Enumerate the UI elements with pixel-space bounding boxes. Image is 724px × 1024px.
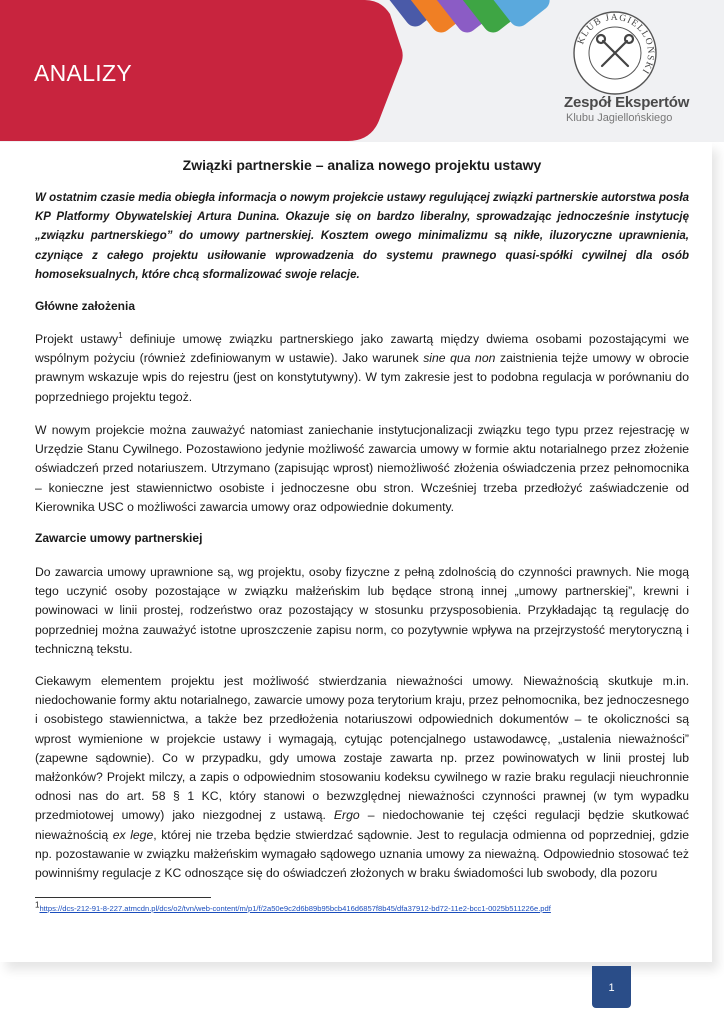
paragraph-3: Do zawarcia umowy uprawnione są, wg projektu, osoby fizyczne z pełną zdolnością do czynności prawnych. Nie mogą tego uczynić osoby pozostające w związku małżeńskim lub będące stroną innej „umowy partnerskiej”, krewni i powinowaci w linii prostej, rodzeństwo oraz pozostający w stosunku przysposobienia. Przykładając tą regulację do poprzedniej można zauważyć istotne uproszczenie zapisu norm, co pozytywnie wpływa na przejrzystość merytoryczną i techniczną tekstu. (35, 565, 689, 656)
footnote-separator (35, 897, 211, 898)
logo-subtitle: Klubu Jagiellońskiego (566, 112, 673, 124)
footnote-link[interactable]: https://dcs-212-91-8-227.atmcdn.pl/dcs/o2/tvn/web-content/m/p1/f/2a50e9c2d6b89b95bcb416d6857f8b45/dfa37912-bd72-11e2-bcc1-0025b511226e.pdf (39, 904, 551, 913)
section-heading-main-assumptions: Główne założenia (35, 299, 136, 313)
lead-paragraph: W ostatnim czasie media obiegła informacja o nowym projekcie ustawy regulującej związki partnerskie autorstwa posła KP Platformy Obywatelskiej Artura Dunina. Okazuje się on bardzo liberalny, sprowadzając jednocześnie instytucję „związku partnerskiego” do umowy partnerskiej. Kosztem owego minimalizmu są nikłe, iluzoryczne uprawnienia, czyniące z całego projektu usiłowanie wprowadzenia do systemu prawnego quasi-spółki cywilnej dla osób homoseksualnych, które chcą sformalizować swoje relacje. (35, 192, 689, 281)
footnote: $^1$https://dcs-212-91-8-227.atmcdn.pl/dcs/o2/tvn/web-content/m/p1/f/2a50e9c2d6b89b95bcb416d6857f8b45/dfa37912-bd72-11e2-bcc1-0025b511226e.pdf (35, 900, 551, 913)
paragraph-1: Projekt ustawy$^1$ definiuje umowę związku partnerskiego jako zawartą między dwiema osobami pozostającymi we wspólnym pożyciu (również zdefiniowanym w ustawie). Jako warunek sine qua non zaistnienia tejże umowy w obrocie prawnym wskazuje wpis do rejestru (jest on konstytutywny). W tym zakresie jest to podobna regulacja w porównaniu do poprzedniego projektu tegoż. (35, 330, 689, 404)
color-stripes (376, 0, 553, 37)
document-title: Związki partnerskie – analiza nowego projektu ustawy (182, 157, 542, 173)
paragraph-4: Ciekawym elementem projektu jest możliwość stwierdzania nieważności umowy. Nieważnością skutkuje m.in. niedochowanie formy aktu notarialnego, zawarcie umowy poza terytorium kraju, przez pełnomocnika, bez jednoczesnego i osobistego stawiennictwa, a także bez przedłożenia notariuszowi odpowiednich dokumentów – te okoliczności są wprost wymienione w projekcie ustawy i wymagają, cytując potencjalnego ustawodawcę, „ustalenia nieważności” (zapewne sądownie). Co w przypadku, gdy umowa zostaje zawarta np. przez powinowatych w linii prostej lub małżonków? Projekt milczy, a zapis o odpowiednim stosowaniu kodeksu cywilnego w razie braku regulacji nieuchronnie odnosi nas do art. 58 § 1 KC, który stanowi o bezwzględnej nieważności czynności prawnej (w tym wypadku przedmiotowej umowy) jako niezgodnej z ustawą. Ergo – niedochowanie tej części regulacji będzie skutkować nieważnością ex lege, której nie trzeba będzie stwierdzać sądownie. Jest to regulacja odmienna od poprzedniej, gdzie np. pozostawanie w związku małżeńskim wymagało sądowego uznania umowy za nieważną. Odpowiednio stosować też powinniśmy regulacje z KC odnoszące się do oświadczeń złożonych w braku świadomości lub swobody, dla pozoru (35, 674, 689, 881)
page-number: 1 (592, 966, 631, 1008)
footnote-ref[interactable]: 1 (118, 330, 123, 340)
svg-text:KLUB JAGIELLOŃSKI: KLUB JAGIELLOŃSKI (576, 12, 656, 76)
paragraph-2: W nowym projekcie można zauważyć natomiast zaniechanie instytucjonalizacji związku tego typu przez rejestrację w Urzędzie Stanu Cywilnego. Pozostawiono jedynie możliwość zawarcia umowy w formie aktu notarialnego przez złożenie oświadczeń przed notariuszem. Utrzymano (zapisując wprost) niemożliwość złożenia oświadczenia przez pełnomocnika – konieczne jest stawiennictwo osobiste i jednoczesne obu stron. Wcześniej trzeba przedłożyć zaświadczenie od Kierownika USC o możliwości zawarcia umowy oraz odpowiednie dokumenty. (35, 423, 689, 514)
section-label: ANALIZY (34, 60, 132, 86)
klub-jagiellonski-logo (572, 10, 658, 96)
logo-title: Zespół Ekspertów (564, 94, 690, 111)
section-heading-contract: Zawarcie umowy partnerskiej (35, 531, 203, 545)
